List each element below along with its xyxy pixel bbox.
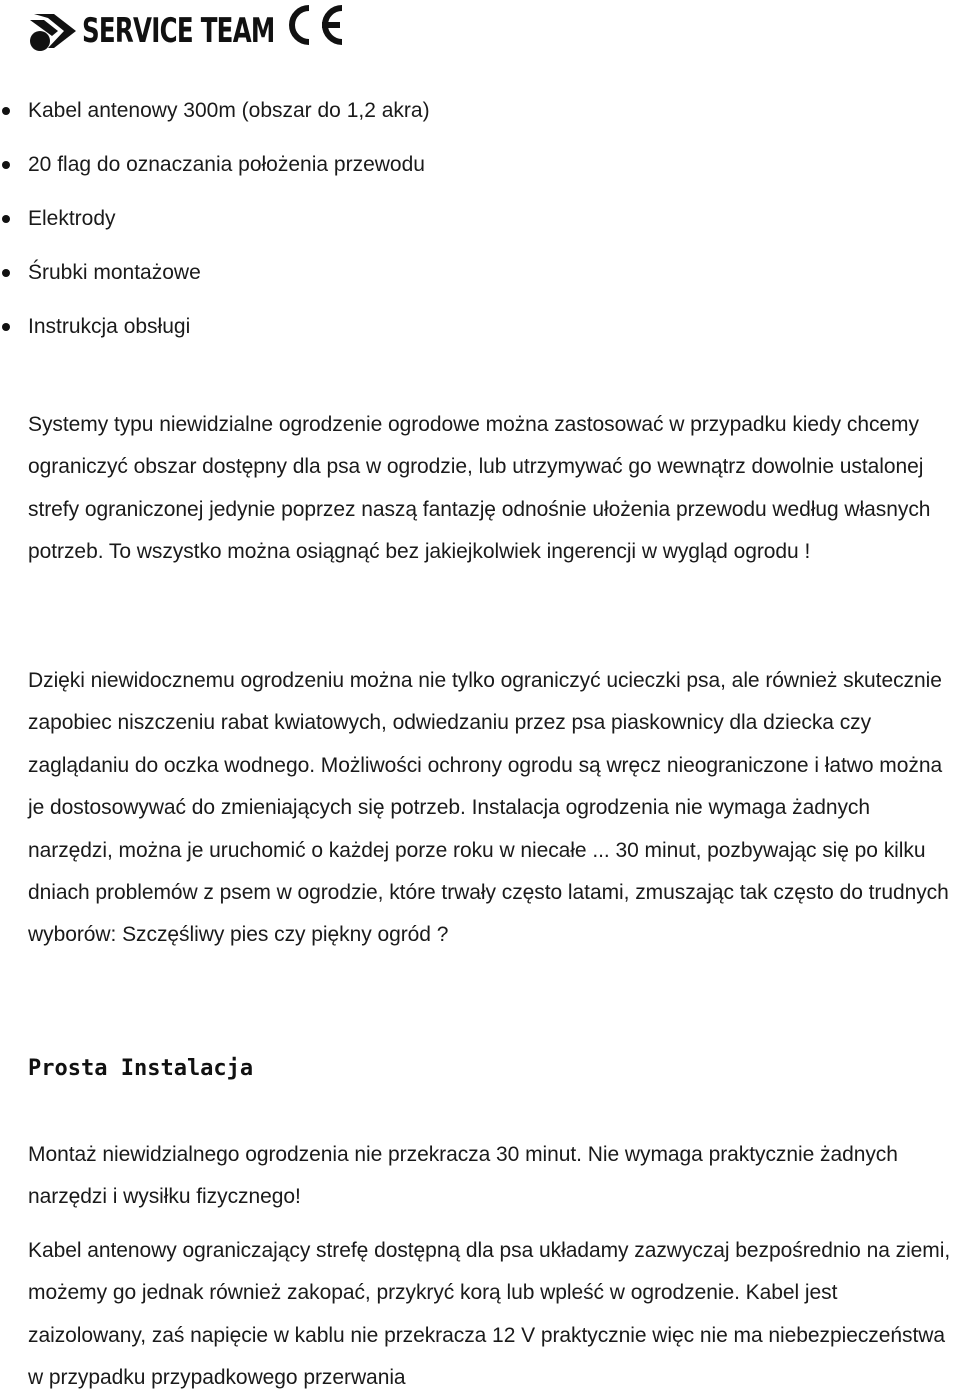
intro-paragraph: Systemy typu niewidzialne ogrodzenie ogrodowe można zastosować w przypadku kiedy chcemy ograniczyć obszar dostępny dla psa w ogrodzie, lub utrzymywać go wewnątrz dowolnie ustalonej strefy ograniczonej jedynie poprzez naszą fantazję odnośnie ułożenia przewodu według własnych potrzeb. To wszystko można osiągnąć bez jakiejkolwiek ingerencji w wygląd ogrodu !: [28, 413, 931, 564]
bullet-icon: [2, 107, 10, 115]
service-team-logo-icon: [28, 8, 78, 54]
list-item-text: Elektrody: [28, 207, 116, 230]
section-heading: Prosta Instalacja: [28, 1056, 254, 1081]
list-item: [0, 196, 430, 250]
cable-paragraph: Kabel antenowy ograniczający strefę dostępną dla psa układamy zazwyczaj bezpośrednio na ziemi, możemy go jednak również zakopać, przykryć korą lub wpleść w ogrodzenie. Kabel jest zaizolowany, zaś napięcie w kablu nie przekracza 12 V praktycznie więc nie ma niebezpieczeństwa w przypadku przypadkowego przerwania: [28, 1239, 951, 1390]
package-contents-list: [0, 88, 430, 358]
bullet-icon: [2, 269, 10, 277]
installation-paragraph: Montaż niewidzialnego ogrodzenia nie przekracza 30 minut. Nie wymaga praktycznie żadnych narzędzi i wysiłku fizycznego!: [28, 1143, 898, 1209]
benefits-paragraph: Dzięki niewidocznemu ogrodzeniu można nie tylko ograniczyć ucieczki psa, ale również skutecznie zapobiec niszczeniu rabat kwiatowych, odwiedzaniu przez psa piaskownicy dla dziecka czy zaglądaniu do oczka wodnego. Możliwości ochrony ogrodu są wręcz nieograniczone i łatwo można je dostosowywać do zmieniających się potrzeb. Instalacja ogrodzenia nie wymaga żadnych narzędzi, można je uruchomić o każdej porze roku w niecałe ... 30 minut, pozbywając się po kilku dniach problemów z psem w ogrodzie, które trwały często latami, zmuszając tak często do trudnych wyborów: Szczęśliwy pies czy piękny ogród ?: [28, 669, 949, 947]
list-item-text: 20 flag do oznaczania położenia przewodu: [28, 153, 425, 176]
ce-mark-icon: [276, 2, 346, 48]
list-item-text: Kabel antenowy 300m (obszar do 1,2 akra): [28, 99, 430, 122]
brand-name: SERVICE TEAM: [82, 11, 275, 51]
bullet-icon: [2, 161, 10, 169]
list-item-text: Instrukcja obsługi: [28, 315, 191, 338]
list-item: [0, 142, 430, 196]
list-item-text: Śrubki montażowe: [28, 261, 201, 284]
bullet-icon: [2, 215, 10, 223]
list-item: [0, 88, 430, 142]
bullet-icon: [2, 323, 10, 331]
list-item: [0, 250, 430, 304]
list-item: [0, 304, 430, 358]
